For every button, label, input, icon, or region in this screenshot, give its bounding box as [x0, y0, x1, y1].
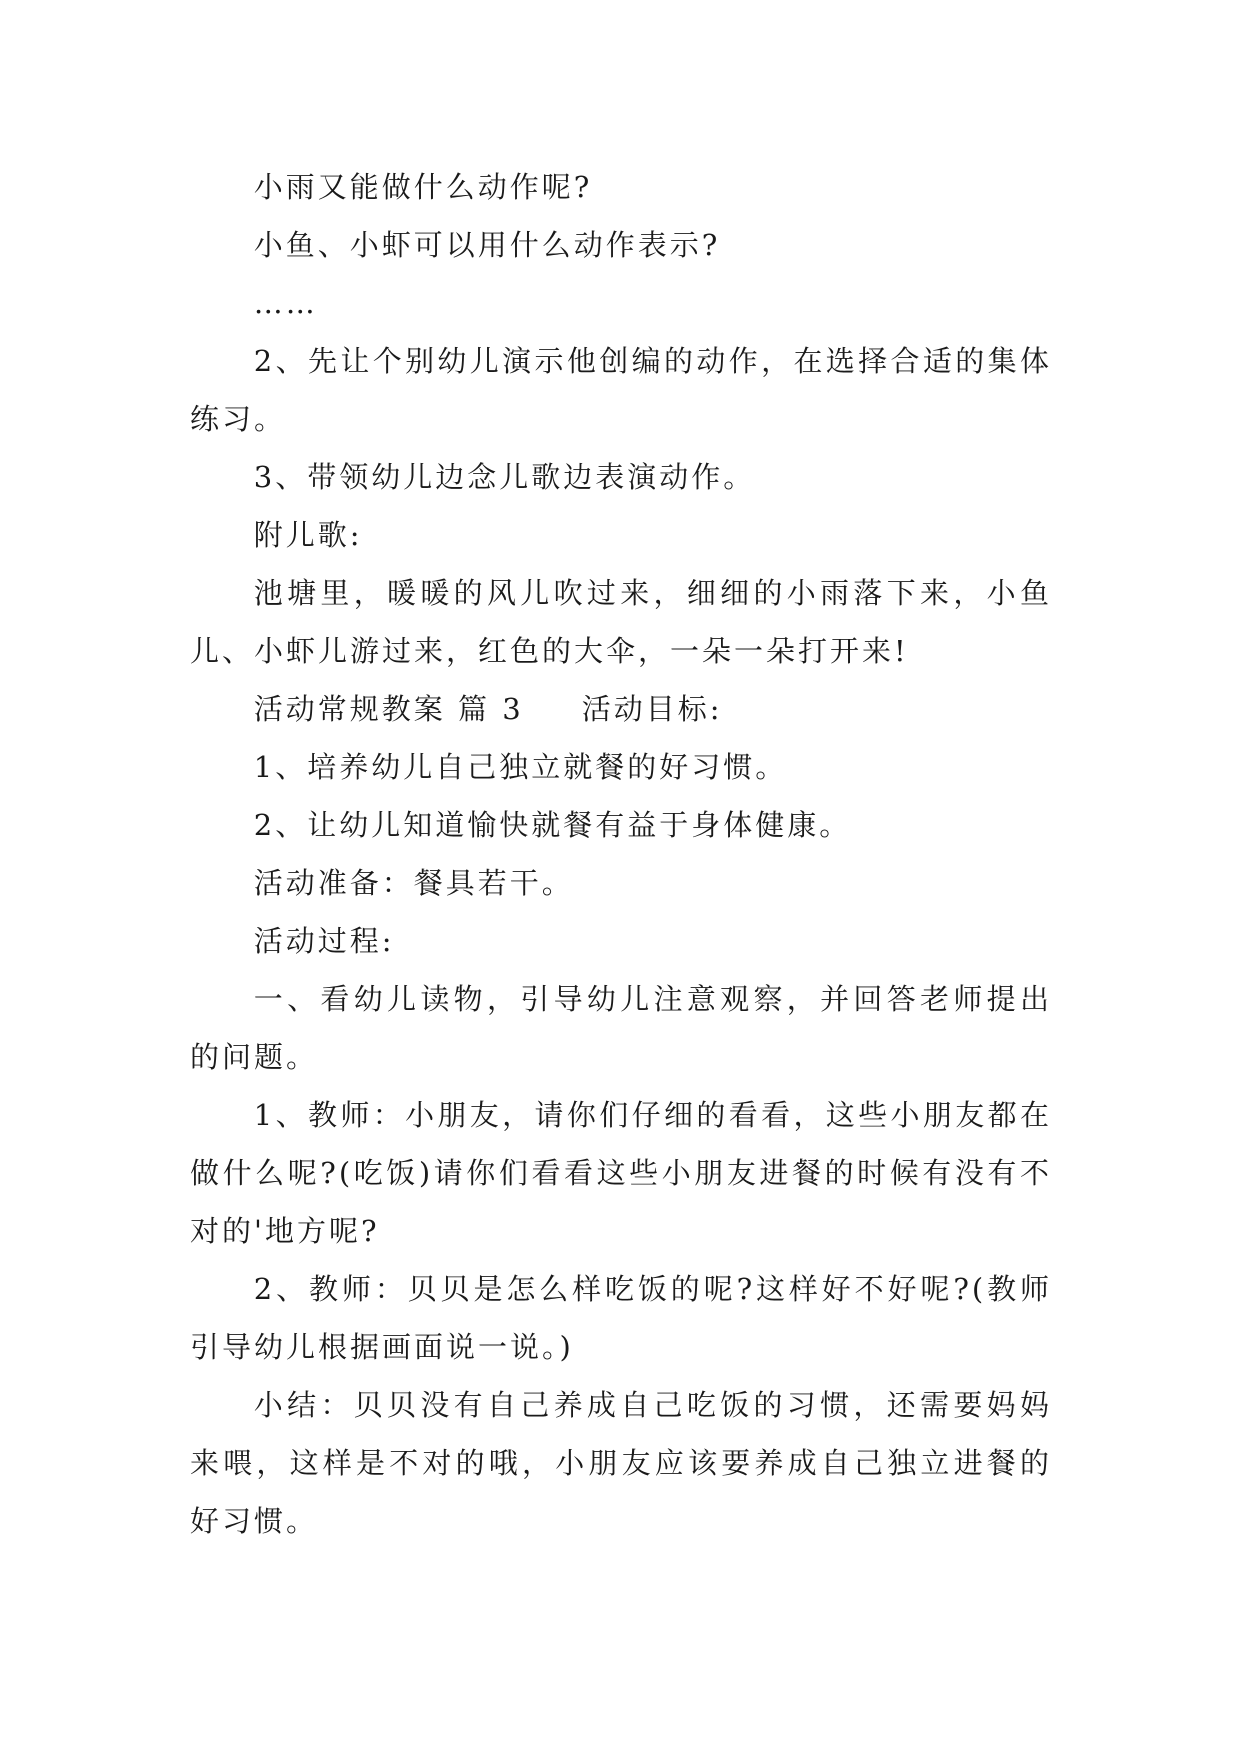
paragraph: 1、教师：小朋友，请你们仔细的看看，这些小朋友都在做什么呢?(吃饭)请你们看看这些小朋友进餐的时候有没有不对的'地方呢?: [190, 1098, 1052, 1248]
paragraph: 2、让幼儿知道愉快就餐有益于身体健康。: [253, 808, 852, 842]
paragraph: 一、看幼儿读物，引导幼儿注意观察，并回答老师提出的问题。: [190, 982, 1052, 1074]
summary-paragraph: 小结：贝贝没有自己养成自己吃饭的习惯，还需要妈妈来喂，这样是不对的哦，小朋友应该要养成自己独立进餐的好习惯。: [190, 1388, 1052, 1538]
section-title: 活动常规教案: [253, 692, 446, 726]
section-number: 篇 3: [458, 692, 524, 726]
paragraph: 1、培养幼儿自己独立就餐的好习惯。: [253, 750, 788, 784]
paragraph: 2、教师：贝贝是怎么样吃饭的呢?这样好不好呢?(教师引导幼儿根据画面说一说。): [190, 1272, 1052, 1364]
paragraph: 附儿歌:: [253, 518, 363, 552]
paragraph: 活动准备：餐具若干。: [253, 866, 574, 900]
song-lyrics: 池塘里，暖暖的风儿吹过来，细细的小雨落下来，小鱼儿、小虾儿游过来，红色的大伞，一朵一朵打开来!: [190, 576, 1052, 668]
paragraph: 小雨又能做什么动作呢?: [253, 170, 593, 204]
section-subtitle: 活动目标:: [581, 692, 723, 726]
paragraph: 2、先让个别幼儿演示他创编的动作，在选择合适的集体练习。: [190, 344, 1052, 436]
paragraph: 活动过程:: [253, 924, 395, 958]
paragraph: 3、带领幼儿边念儿歌边表演动作。: [253, 460, 756, 494]
paragraph: 小鱼、小虾可以用什么动作表示?: [253, 228, 721, 262]
document-body: [190, 158, 1052, 1550]
section-heading: [190, 680, 1052, 738]
ellipsis-line: ……: [253, 286, 318, 320]
